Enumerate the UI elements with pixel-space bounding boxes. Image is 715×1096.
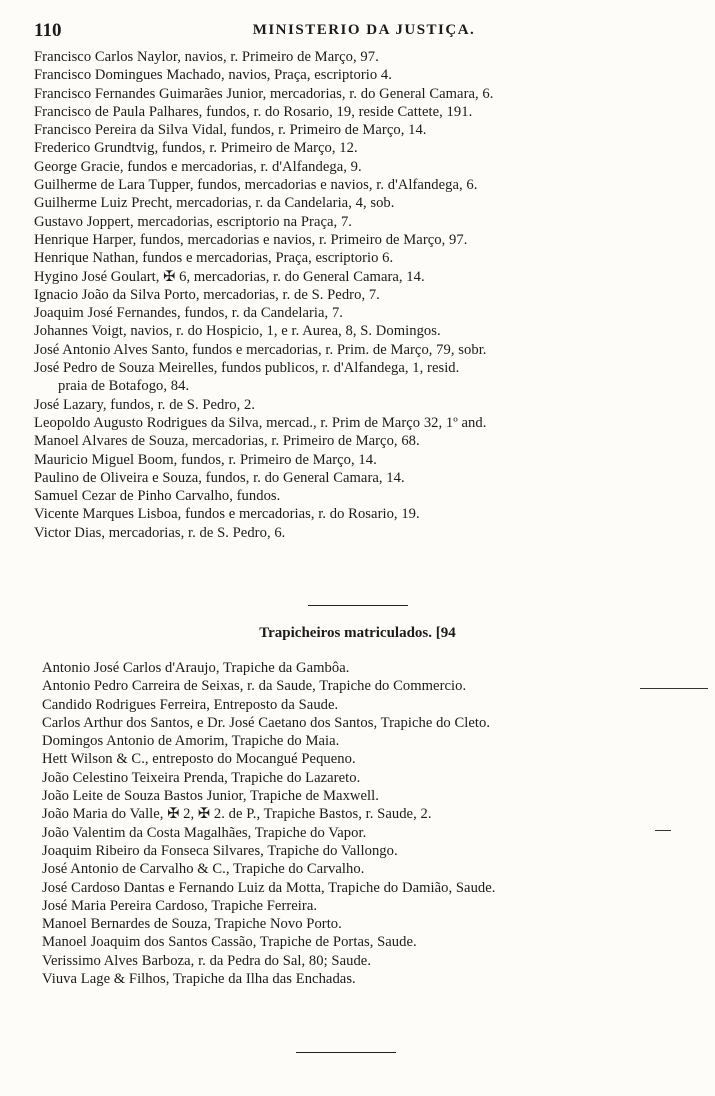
list-item: Guilherme de Lara Tupper, fundos, mercadorias e navios, r. d'Alfandega, 6. bbox=[34, 177, 478, 194]
merchant-list bbox=[34, 48, 684, 542]
list-item: Samuel Cezar de Pinho Carvalho, fundos. bbox=[34, 488, 281, 505]
margin-pen-mark bbox=[655, 830, 671, 831]
list-item: Manoel Bernardes de Souza, Trapiche Novo Porto. bbox=[42, 916, 342, 933]
list-item: Henrique Nathan, fundos e mercadorias, Praça, escriptorio 6. bbox=[34, 250, 394, 267]
list-item: Johannes Voigt, navios, r. do Hospicio, 1, e r. Aurea, 8, S. Domingos. bbox=[34, 323, 441, 340]
list-item: Hygino José Goulart, ✠ 6, mercadorias, r. do General Camara, 14. bbox=[34, 268, 425, 285]
list-item: José Antonio Alves Santo, fundos e mercadorias, r. Prim. de Março, 79, sobr. bbox=[34, 341, 487, 358]
list-item: Verissimo Alves Barboza, r. da Pedra do Sal, 80; Saude. bbox=[42, 952, 372, 969]
list-item-continuation bbox=[34, 377, 684, 395]
end-divider bbox=[296, 1052, 396, 1053]
list-item: George Gracie, fundos e mercadorias, r. d'Alfandega, 9. bbox=[34, 158, 362, 175]
page-number: 110 bbox=[34, 20, 62, 41]
list-item: Mauricio Miguel Boom, fundos, r. Primeiro de Março, 14. bbox=[34, 451, 377, 468]
list-item: Vicente Marques Lisboa, fundos e mercadorias, r. do Rosario, 19. bbox=[34, 506, 420, 523]
list-item: Guilherme Luiz Precht, mercadorias, r. da Candelaria, 4, sob. bbox=[34, 195, 395, 212]
list-item: Joaquim Ribeiro da Fonseca Silvares, Trapiche do Vallongo. bbox=[42, 842, 398, 859]
list-item: João Leite de Souza Bastos Junior, Trapiche de Maxwell. bbox=[42, 788, 379, 805]
list-item: José Antonio de Carvalho & C., Trapiche do Carvalho. bbox=[42, 861, 365, 878]
list-item: João Maria do Valle, ✠ 2, ✠ 2. de P., Trapiche Bastos, r. Saude, 2. bbox=[42, 806, 432, 823]
list-item: Ignacio João da Silva Porto, mercadorias, r. de S. Pedro, 7. bbox=[34, 286, 380, 303]
list-item: Francisco de Paula Palhares, fundos, r. do Rosario, 19, reside Cattete, 191. bbox=[34, 103, 473, 120]
page-header bbox=[34, 20, 694, 46]
list-item: Francisco Pereira da Silva Vidal, fundos, r. Primeiro de Março, 14. bbox=[34, 122, 427, 139]
running-title: MINISTERIO DA JUSTIÇA. bbox=[252, 22, 476, 38]
list-item: Frederico Grundtvig, fundos, r. Primeiro de Março, 12. bbox=[34, 140, 358, 157]
list-item: Antonio José Carlos d'Araujo, Trapiche da Gambôa. bbox=[42, 660, 350, 676]
list-item: João Celestino Teixeira Prenda, Trapiche do Lazareto. bbox=[42, 769, 361, 786]
list-item: Francisco Fernandes Guimarães Junior, mercadorias, r. do General Camara, 6. bbox=[34, 85, 494, 102]
list-item: José Pedro de Souza Meirelles, fundos publicos, r. d'Alfandega, 1, resid. bbox=[34, 360, 460, 377]
list-item: Manoel Joaquim dos Santos Cassão, Trapiche de Portas, Saude. bbox=[42, 934, 417, 951]
list-item: Leopoldo Augusto Rodrigues da Silva, mercad., r. Prim de Março 32, 1º and. bbox=[34, 414, 487, 431]
list-item: José Cardoso Dantas e Fernando Luiz da Motta, Trapiche do Damião, Saude. bbox=[42, 879, 496, 896]
list-item: Antonio Pedro Carreira de Seixas, r. da Saude, Trapiche do Commercio. bbox=[42, 678, 467, 695]
list-item: Gustavo Joppert, mercadorias, escriptorio na Praça, 7. bbox=[34, 213, 352, 230]
list-item: Joaquim José Fernandes, fundos, r. da Candelaria, 7. bbox=[34, 305, 344, 322]
list-item: Victor Dias, mercadorias, r. de S. Pedro, 6. bbox=[34, 524, 286, 541]
list-item: Hett Wilson & C., entreposto do Mocangué Pequeno. bbox=[42, 751, 356, 768]
section-heading bbox=[0, 625, 715, 642]
margin-pen-mark bbox=[640, 688, 708, 689]
list-item: Paulino de Oliveira e Souza, fundos, r. do General Camara, 14. bbox=[34, 469, 405, 486]
list-item: Manoel Alvares de Souza, mercadorias, r. Primeiro de Março, 68. bbox=[34, 433, 420, 450]
list-item: Henrique Harper, fundos, mercadorias e navios, r. Primeiro de Março, 97. bbox=[34, 231, 468, 248]
section-divider bbox=[308, 605, 408, 606]
list-item: Candido Rodrigues Ferreira, Entreposto da Saude. bbox=[42, 696, 339, 713]
continuation-text: praia de Botafogo, 84. bbox=[58, 378, 190, 395]
list-item: Viuva Lage & Filhos, Trapiche da Ilha das Enchadas. bbox=[42, 971, 356, 988]
section-title: Trapicheiros matriculados. bbox=[259, 625, 433, 641]
list-item: Domingos Antonio de Amorim, Trapiche do Maia. bbox=[42, 733, 340, 750]
list-item: José Lazary, fundos, r. de S. Pedro, 2. bbox=[34, 396, 256, 413]
list-item: Francisco Domingues Machado, navios, Praça, escriptorio 4. bbox=[34, 67, 392, 84]
list-item: João Valentim da Costa Magalhães, Trapiche do Vapor. bbox=[42, 824, 367, 841]
section-count: [94 bbox=[435, 625, 456, 641]
warehouse-owner-list bbox=[42, 659, 692, 988]
list-item: Carlos Arthur dos Santos, e Dr. José Caetano dos Santos, Trapiche do Cleto. bbox=[42, 714, 491, 731]
list-item: Francisco Carlos Naylor, navios, r. Primeiro de Março, 97. bbox=[34, 49, 379, 65]
list-item: José Maria Pereira Cardoso, Trapiche Ferreira. bbox=[42, 897, 318, 914]
